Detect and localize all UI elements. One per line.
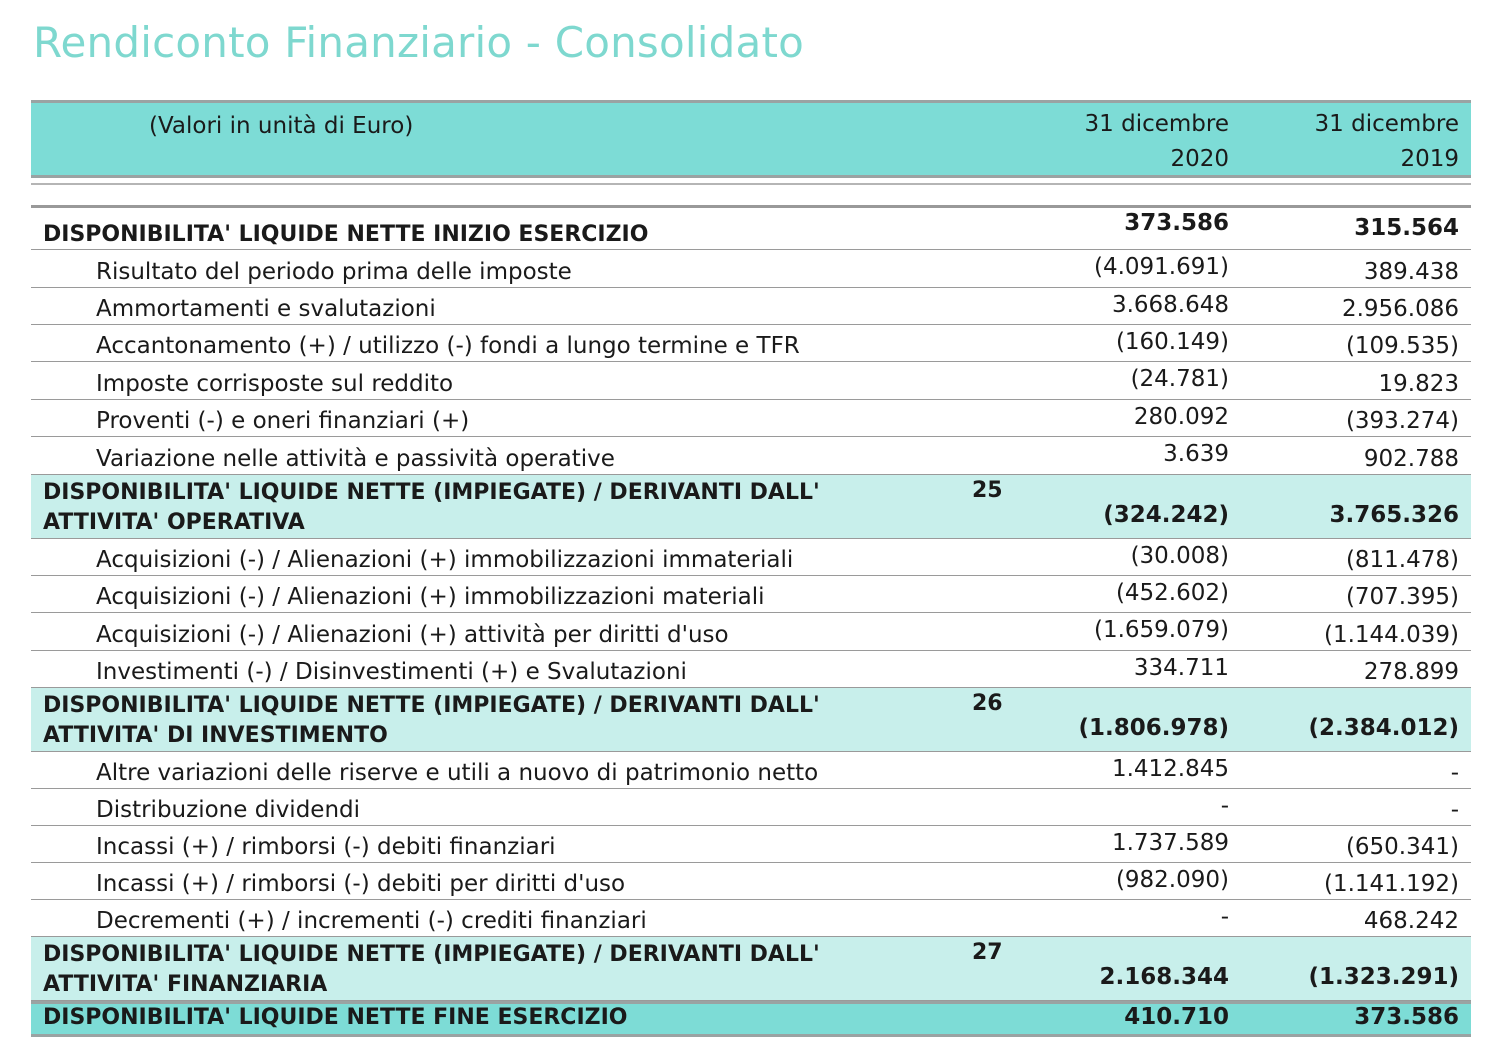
row-label: DISPONIBILITA' LIQUIDE NETTE (IMPIEGATE) / DERIVANTI DALL' ATTIVITA' OPERATIVA <box>43 480 820 535</box>
row-label: Incassi (+) / rimborsi (-) debiti finanziari <box>96 834 556 860</box>
value-2020: 2.168.344 <box>1099 964 1229 990</box>
value-2019: (109.535) <box>1345 333 1459 359</box>
value-2020: (160.149) <box>1115 329 1229 355</box>
table-row <box>31 250 1471 288</box>
table-row <box>31 400 1471 437</box>
row-label: Altre variazioni delle riserve e utili a nuovo di patrimonio netto <box>96 760 819 786</box>
page-title: Rendiconto Finanziario - Consolidato <box>33 18 805 67</box>
table-row <box>31 576 1471 613</box>
value-2019: 902.788 <box>1363 446 1459 472</box>
row-label: DISPONIBILITA' LIQUIDE NETTE (IMPIEGATE) / DERIVANTI DALL' ATTIVITA' DI INVESTIMENTO <box>43 693 820 748</box>
divider <box>31 183 1471 185</box>
value-2019: 373.586 <box>1354 1004 1459 1030</box>
row-label: Proventi (-) e oneri finanziari (+) <box>96 408 470 434</box>
column-header-2019 <box>1315 107 1459 177</box>
row-label: Imposte corrisposte sul reddito <box>96 371 454 397</box>
unit-label: (Valori in unità di Euro) <box>149 113 414 139</box>
value-2020: (4.091.691) <box>1093 254 1229 280</box>
row-label: DISPONIBILITA' LIQUIDE NETTE FINE ESERCIZIO <box>43 1005 628 1030</box>
value-2020: (1.806.978) <box>1078 715 1229 741</box>
table-row <box>31 288 1471 325</box>
value-2019: (1.144.039) <box>1323 622 1459 648</box>
row-label: Accantonamento (+) / utilizzo (-) fondi a lungo termine e TFR <box>96 333 800 359</box>
value-2019: 468.242 <box>1363 908 1459 934</box>
value-2020: 1.412.845 <box>1111 756 1229 782</box>
row-label: Investimenti (-) / Disinvestimenti (+) e Svalutazioni <box>96 659 687 685</box>
value-2020: 3.639 <box>1163 441 1229 467</box>
table-row <box>31 752 1471 789</box>
column-header-2020 <box>1085 107 1229 177</box>
table-row <box>31 325 1471 362</box>
opening-row <box>31 208 1471 250</box>
column-header-2020-line2: 2020 <box>1170 146 1229 172</box>
row-label: Incassi (+) / rimborsi (-) debiti per diritti d'uso <box>96 871 626 897</box>
value-2020: (24.781) <box>1130 366 1229 392</box>
value-2019: 19.823 <box>1378 371 1459 397</box>
value-2019: 389.438 <box>1363 259 1459 285</box>
table-row <box>31 826 1471 863</box>
value-2019: 2.956.086 <box>1341 296 1459 322</box>
value-2019: (2.384.012) <box>1308 715 1459 741</box>
row-label: Risultato del periodo prima delle imposte <box>96 259 572 285</box>
column-header-2020-line1: 31 dicembre <box>1084 111 1229 137</box>
value-2020: 280.092 <box>1133 404 1229 430</box>
value-2020: - <box>1220 904 1229 930</box>
row-label: Ammortamenti e svalutazioni <box>96 296 436 322</box>
value-2020: - <box>1220 793 1229 819</box>
total-row <box>31 1001 1471 1037</box>
value-2019: (811.478) <box>1345 547 1459 573</box>
value-2019: (1.141.192) <box>1323 871 1459 897</box>
value-2020: 410.710 <box>1124 1004 1229 1030</box>
value-2020: (1.659.079) <box>1093 617 1229 643</box>
value-2019: 278.899 <box>1363 659 1459 685</box>
value-2020: (452.602) <box>1115 580 1229 606</box>
value-2019: (707.395) <box>1345 584 1459 610</box>
value-2019: (650.341) <box>1345 834 1459 860</box>
row-label: DISPONIBILITA' LIQUIDE NETTE (IMPIEGATE) / DERIVANTI DALL' ATTIVITA' FINANZIARIA <box>43 942 820 997</box>
row-label: Decrementi (+) / incrementi (-) crediti finanziari <box>96 908 647 934</box>
row-label: DISPONIBILITA' LIQUIDE NETTE INIZIO ESERCIZIO <box>43 222 649 247</box>
table-row <box>31 651 1471 688</box>
row-label: Variazione nelle attività e passività operative <box>96 446 615 472</box>
row-label: Acquisizioni (-) / Alienazioni (+) attività per diritti d'uso <box>96 622 729 648</box>
value-2019: 3.765.326 <box>1329 502 1459 528</box>
note-number: 25 <box>972 478 1003 503</box>
value-2020: (324.242) <box>1103 502 1229 528</box>
value-2019: (1.323.291) <box>1308 964 1459 990</box>
column-header-2019-line2: 2019 <box>1400 146 1459 172</box>
table-row <box>31 613 1471 651</box>
subtotal-row <box>31 937 1471 1001</box>
row-label: Acquisizioni (-) / Alienazioni (+) immobilizzazioni immateriali <box>96 547 794 573</box>
cash-flow-table <box>31 208 1471 1037</box>
table-row <box>31 362 1471 400</box>
table-row <box>31 539 1471 576</box>
value-2020: 334.711 <box>1133 655 1229 681</box>
subtotal-row <box>31 688 1471 752</box>
row-label: Acquisizioni (-) / Alienazioni (+) immobilizzazioni materiali <box>96 584 765 610</box>
value-2020: (982.090) <box>1115 867 1229 893</box>
subtotal-row <box>31 475 1471 539</box>
value-2020: 1.737.589 <box>1111 830 1229 856</box>
value-2019: (393.274) <box>1345 408 1459 434</box>
value-2020: 3.668.648 <box>1111 292 1229 318</box>
note-number: 27 <box>972 940 1003 965</box>
value-2020: 373.586 <box>1124 210 1229 236</box>
note-number: 26 <box>972 691 1003 716</box>
value-2019: - <box>1450 797 1459 823</box>
value-2019: 315.564 <box>1354 215 1459 241</box>
value-2020: (30.008) <box>1130 543 1229 569</box>
table-row <box>31 900 1471 937</box>
table-row <box>31 789 1471 826</box>
table-row <box>31 437 1471 475</box>
row-label: Distribuzione dividendi <box>96 797 361 823</box>
table-header <box>31 100 1471 178</box>
column-header-2019-line1: 31 dicembre <box>1314 111 1459 137</box>
value-2019: - <box>1450 760 1459 786</box>
table-row <box>31 863 1471 900</box>
